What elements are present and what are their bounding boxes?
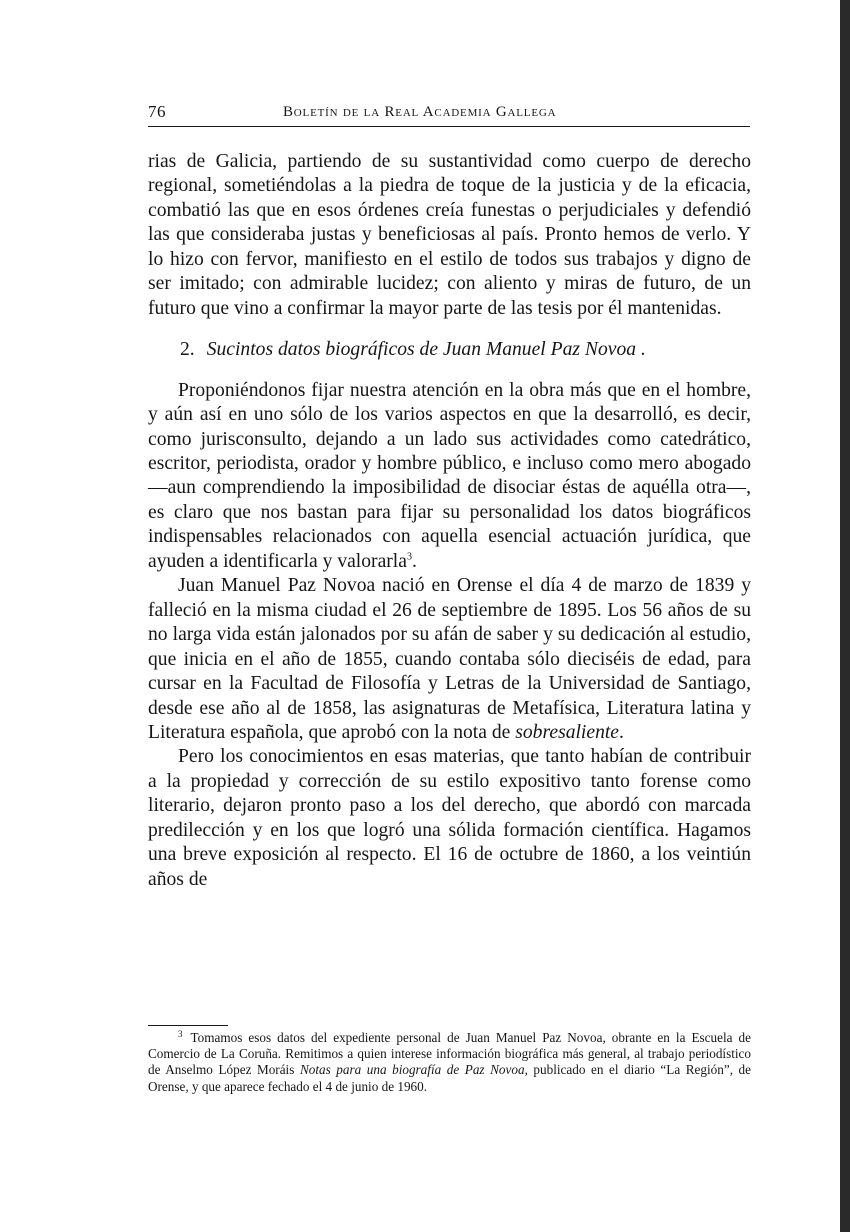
page-number: 76	[148, 102, 166, 121]
running-title: Boletín de la Real Academia Gallega	[283, 104, 557, 120]
paragraph-text: Proponiéndonos fijar nuestra atención en la obra más que en el hombre, y aún así en uno sólo de los varios aspectos en que la desarrolló, es decir, como jurisconsulto, dejando a un lado sus actividades como catedrático, escritor, periodista, orador y hombre público, e incluso como mero abogado —aun comprendiendo la imposibilidad de disociar éstas de aquélla otra—, es claro que nos bastan para fijar su personalidad los datos biográficos indispensables relacionados con aquella esencial actuación jurídica, que ayuden a identificarla y valorarla	[148, 379, 751, 572]
italic-grade: sobresaliente	[515, 721, 620, 743]
scan-edge-shadow	[840, 0, 850, 1232]
footnote-mark: 3	[178, 1028, 183, 1039]
section-number: 2.	[180, 339, 195, 361]
footnote-divider	[148, 1025, 228, 1026]
main-text	[148, 150, 751, 892]
section-title: Sucintos datos biográficos de Juan Manuel Paz Novoa	[206, 339, 637, 361]
footnote-reference: 3	[406, 551, 412, 563]
section-heading: 2. Sucintos datos biográficos de Juan Manuel Paz Novoa .	[180, 339, 646, 361]
footnote-italic-title: Notas para una biografía de Paz Novoa	[299, 1062, 525, 1078]
footnote-text: Tomamos esos datos del expediente personal de Juan Manuel Paz Novoa, obrante en la Escuela de Comercio de La Coruña. Remitimos a quien interese información biográfica más general, al trabajo periodístico de Anselmo López Moráis	[148, 1030, 751, 1078]
paragraph: Juan Manuel Paz Novoa nació en Orense el día 4 de marzo de 1839 y falleció en la misma ciudad el 26 de septiembre de 1895. Los 56 años de su no larga vida están jalonados por su afán de saber y su dedicación al estudio, que inicia en el año de 1855, cuando contaba sólo dieciséis de edad, para cursar en la Facultad de Filosofía y Letras de la Universidad de Santiago, desde ese año al de 1858, las asignaturas de Metafísica, Literatura latina y Literatura española, que aprobó con la nota de sobresaliente.	[148, 575, 751, 743]
page-header	[148, 100, 750, 127]
footnote-text-end: , publicado en el diario “La Región”, de Orense, y que aparece fechado el 4 de junio de 1960.	[148, 1062, 752, 1094]
paragraph: Proponiéndonos fijar nuestra atención en la obra más que en el hombre, y aún así en uno sólo de los varios aspectos en que la desarrolló, es decir, como jurisconsulto, dejando a un lado sus actividades como catedrático, escritor, periodista, orador y hombre público, e incluso como mero abogado —aun comprendiendo la imposibilidad de disociar éstas de aquélla otra—, es claro que nos bastan para fijar su personalidad los datos biográficos indispensables relacionados con aquella esencial actuación jurídica, que ayuden a identificarla y valorarla$^3$.	[148, 379, 751, 572]
paragraph-text: Juan Manuel Paz Novoa nació en Orense el día 4 de marzo de 1839 y falleció en la misma ciudad el 26 de septiembre de 1895. Los 56 años de su no larga vida están jalonados por su afán de saber y su dedicación al estudio, que inicia en el año de 1855, cuando contaba sólo dieciséis de edad, para cursar en la Facultad de Filosofía y Letras de la Universidad de Santiago, desde ese año al de 1858, las asignaturas de Metafísica, Literatura latina y Literatura española, que aprobó con la nota de	[148, 575, 751, 743]
paragraph-continuation: rias de Galicia, partiendo de su sustantividad como cuerpo de derecho regional, sometiéndolas a la piedra de toque de la justicia y de la eficacia, combatió las que en esos órdenes creía funestas o perjudiciales y defendió las que consideraba justas y beneficiosas al país. Pronto hemos de verlo. Y lo hizo con fervor, manifiesto en el estilo de todos sus trabajos y digno de ser imitado; con admirable lucidez; con aliento y miras de futuro, de un futuro que vino a confirmar la mayor parte de las tesis por él mantenidas.	[148, 151, 751, 319]
footnote	[148, 1030, 751, 1095]
paragraph: Pero los conocimientos en esas materias, que tanto habían de contribuir a la propiedad y corrección de su estilo expositivo tanto forense como literario, dejaron pronto paso a los del derecho, que abordó con marcada predilección y en los que logró una sólida formación científica. Hagamos una breve exposición al respecto. El 16 de octubre de 1860, a los veintiún años de	[148, 746, 751, 890]
